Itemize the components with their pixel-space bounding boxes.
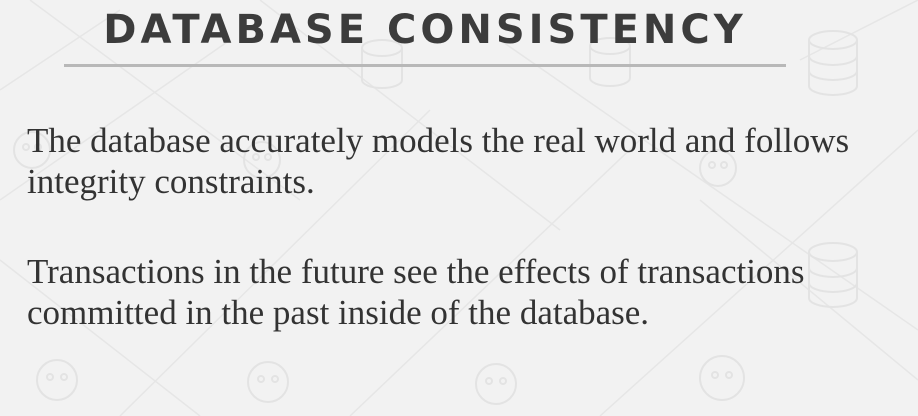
title-underline	[64, 64, 786, 67]
paragraph-integrity: The database accurately models the real world and follows integrity constraints.	[27, 121, 850, 201]
slide-title: DATABASE CONSISTENCY	[103, 7, 747, 53]
paragraph-transactions: Transactions in the future see the effects of transactions committed in the past inside of the database.	[27, 252, 805, 332]
